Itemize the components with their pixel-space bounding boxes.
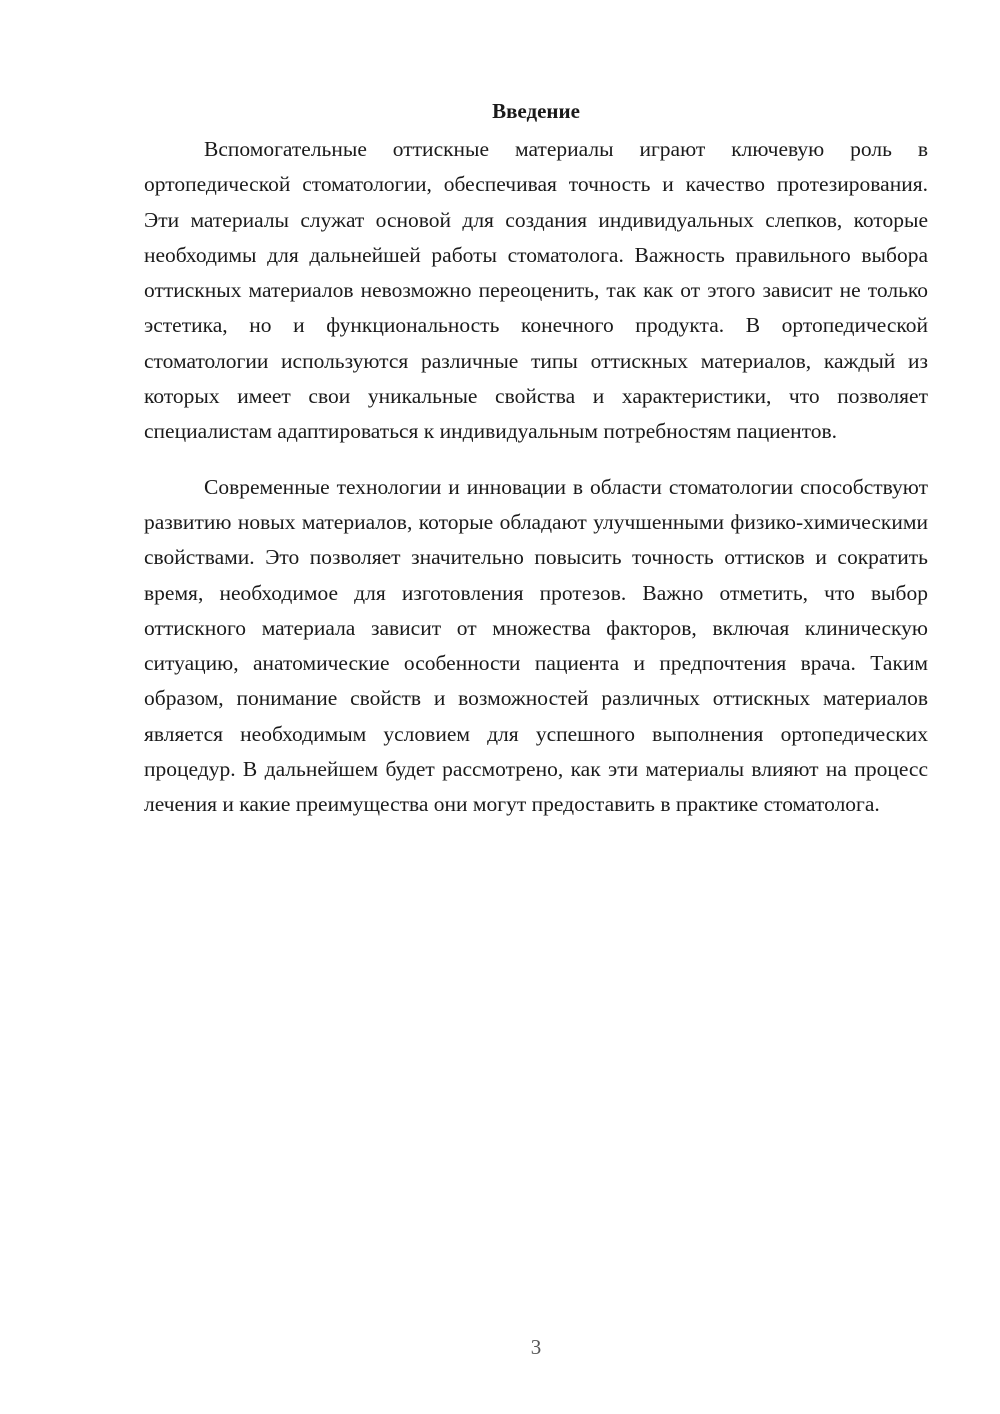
paragraph-1: Вспомогательные оттискные материалы играют ключевую роль в ортопедической стоматологии, обеспечивая точность и качество протезирования. Эти материалы служат основой для создания индивидуальных слепков, которые необходимы для дальнейшей работы стоматолога. Важность правильного выбора оттискных материалов невозможно переоценить, так как от этого зависит не только эстетика, но и функциональность конечного продукта. В ортопедической стоматологии используются различные типы оттискных материалов, каждый из которых имеет свои уникальные свойства и характеристики, что позволяет специалистам адаптироваться к индивидуальным потребностям пациентов. — [144, 137, 928, 444]
paragraph-2: Современные технологии и инновации в области стоматологии способствуют развитию новых материалов, которые обладают улучшенными физико-химическими свойствами. Это позволяет значительно повысить точность оттисков и сократить время, необходимое для изготовления протезов. Важно отметить, что выбор оттискного материала зависит от множества факторов, включая клиническую ситуацию, анатомические особенности пациента и предпочтения врача. Таким образом, понимание свойств и возможностей различных оттискных материалов является необходимым условием для успешного выполнения ортопедических процедур. В дальнейшем будет рассмотрено, как эти материалы влияют на процесс лечения и какие преимущества они могут предоставить в практике стоматолога. — [144, 474, 928, 817]
section-title: Введение — [492, 99, 580, 123]
page-number: 3 — [530, 1335, 542, 1359]
page-content — [144, 96, 928, 823]
